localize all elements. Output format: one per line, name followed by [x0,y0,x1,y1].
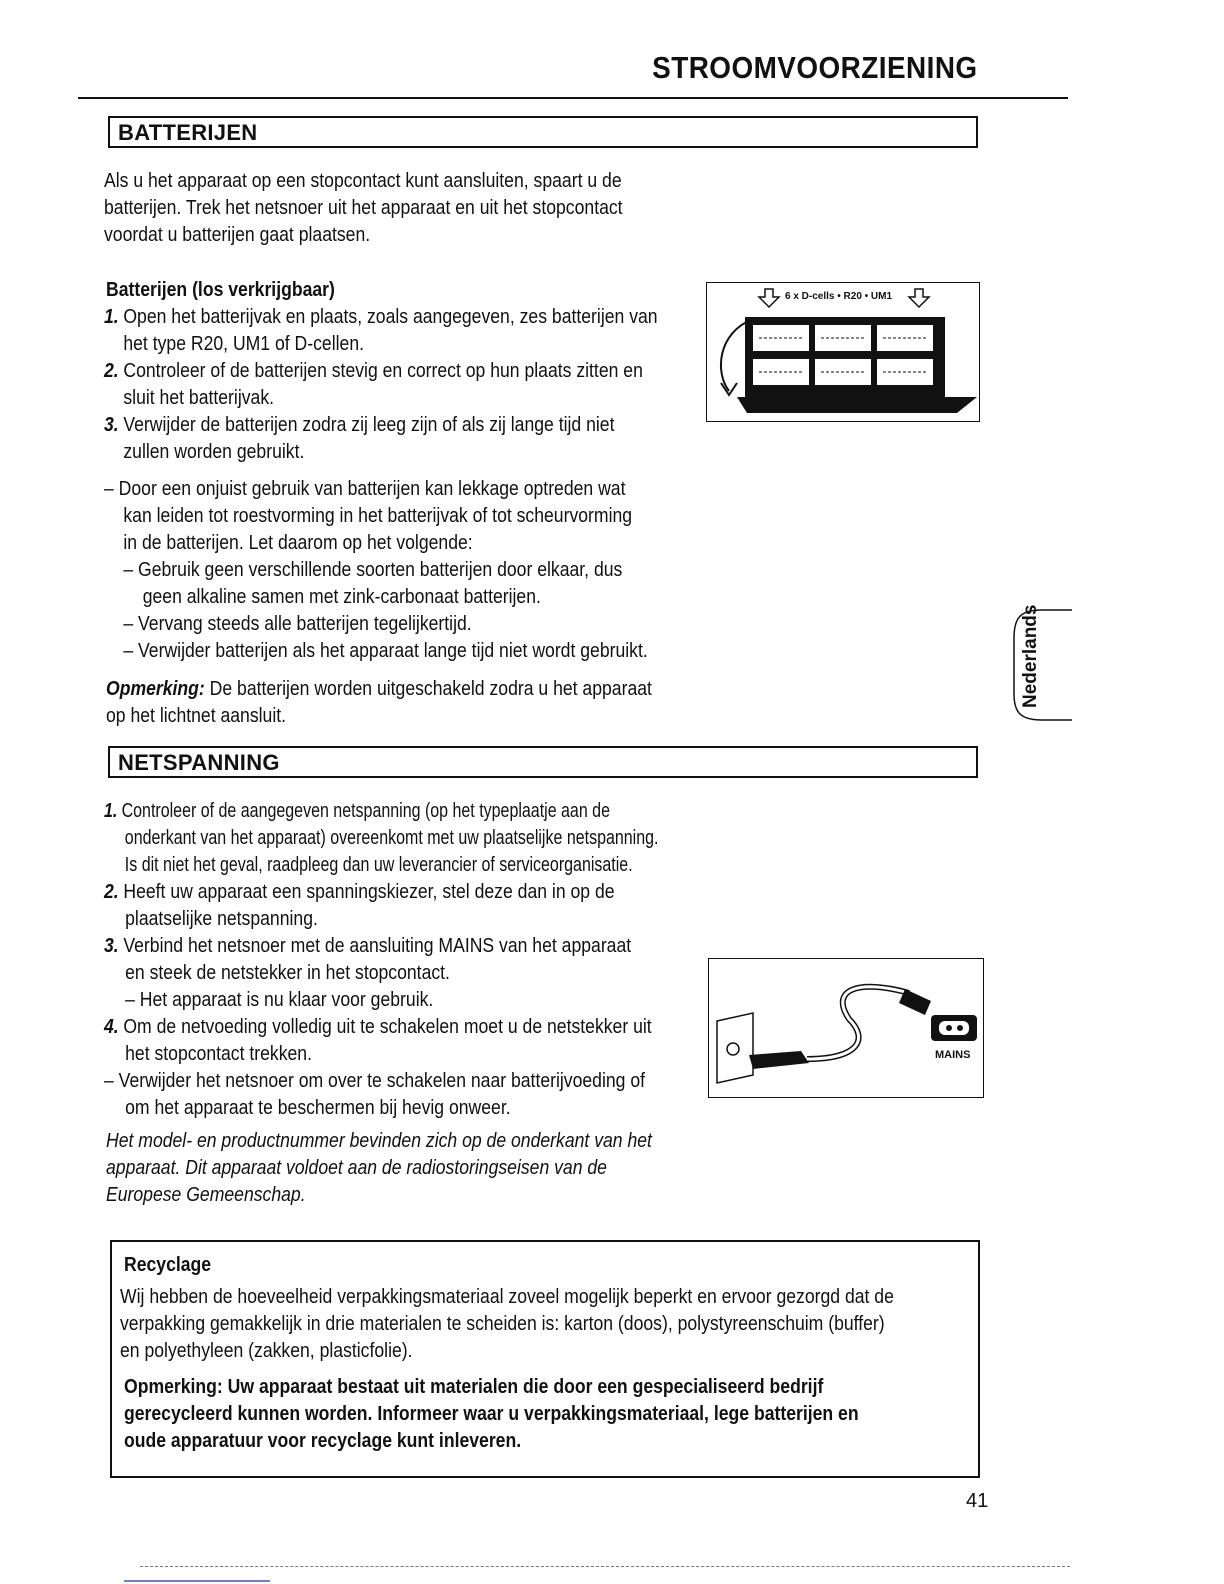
step-item [104,879,714,906]
batterijen-subheading: Batterijen (los verkrijgbaar) [106,279,335,301]
batterijen-steps [104,304,658,466]
language-tab-label: Nederlands [1020,604,1041,708]
section-heading-netspanning [108,746,978,778]
step-item [104,412,658,439]
step-text: sluit het batterijvak. [123,387,275,409]
mains-cable-drawing [709,959,985,1099]
intro-line: batterijen. Trek het netsnoer uit het apparaat en uit het stopcontact [104,197,623,219]
recycle-body-line: en polyethyleen (zakken, plasticfolie). [120,1340,413,1362]
page-title: STROOMVOORZIENING [652,50,978,85]
batterijen-warning [104,476,648,665]
sub-warning-line: – Gebruik geen verschillende soorten batterijen door elkaar, dus [123,559,623,581]
battery-figure-label: 6 x D-cells • R20 • UM1 [785,291,893,302]
step-text: Verwijder de batterijen zodra zij leeg zijn of als zij lange tijd niet [123,414,615,436]
step-number: 2. [104,881,119,903]
battery-compartment-figure [706,282,980,422]
recycle-body [120,1284,894,1365]
page-number: 41 [966,1490,989,1512]
note-line: Het model- en productnummer bevinden zich op de onderkant van het [106,1130,652,1152]
step-text: zullen worden gebruikt. [123,441,305,463]
step-text: en steek de netstekker in het stopcontact. [125,962,450,984]
section-heading-label: NETSPANNING [118,750,280,775]
mains-label: MAINS [935,1049,971,1061]
mains-connection-figure [708,958,984,1098]
step-text: Heeft uw apparaat een spanningskiezer, stel deze dan in op de [123,881,615,903]
section-heading-label: BATTERIJEN [118,120,258,145]
step-item [104,1014,714,1041]
warning-line: kan leiden tot roestvorming in het batterijvak of tot scheurvorming [123,505,633,527]
step-text: – Het apparaat is nu klaar voor gebruik. [125,989,434,1011]
step-text: het type R20, UM1 of D-cellen. [123,333,365,355]
step-text: Is dit niet het geval, raadpleeg dan uw leverancier of serviceorganisatie. [124,854,633,876]
section-heading-batterijen [108,116,978,148]
recycle-body-line: Wij hebben de hoeveelheid verpakkingsmateriaal zoveel mogelijk beperkt en ervoor gezorgd dat de [120,1286,894,1308]
recycle-note-line: gerecycleerd kunnen worden. Informeer waar u verpakkingsmateriaal, lege batterijen en [124,1403,859,1425]
step-item [104,798,658,825]
step-item [104,358,658,385]
sub-warning-line: – Verwijder batterijen als het apparaat lange tijd niet wordt gebruikt. [123,640,648,662]
step-text: Controleer of de aangegeven netspanning (op het typeplaatje aan de [121,800,610,822]
sub-warning-line: geen alkaline samen met zink-carbonaat batterijen. [142,586,541,608]
intro-line: voordat u batterijen gaat plaatsen. [104,224,371,246]
step-text: Om de netvoeding volledig uit te schakelen moet u de netstekker uit [123,1016,652,1038]
recycle-body-line: verpakking gemakkelijk in drie materialen te scheiden is: karton (doos), polystyreenschuim (buffer) [120,1313,885,1335]
batterijen-note [106,676,652,730]
step-number: 1. [104,306,119,328]
step-text: het stopcontact trekken. [125,1043,312,1065]
step-text: Controleer of de batterijen stevig en correct op hun plaats zitten en [123,360,643,382]
recycle-bold-note [124,1374,859,1455]
batterijen-intro [104,168,623,249]
note-text: op het lichtnet aansluit. [106,705,287,727]
step-text: Verbind het netsnoer met de aansluiting MAINS van het apparaat [123,935,632,957]
step-item [104,304,658,331]
note-label: Opmerking: [106,678,205,700]
note-line: Europese Gemeenschap. [106,1184,306,1206]
recycle-note-line: Opmerking: Uw apparaat bestaat uit materialen die door een gespecialiseerd bedrijf [124,1376,824,1398]
note-text: De batterijen worden uitgeschakeld zodra u het apparaat [204,678,652,700]
step-text: plaatselijke netspanning. [125,908,318,930]
recycle-box [110,1240,980,1478]
language-tab [1012,604,1070,720]
sub-warning-line: – Vervang steeds alle batterijen tegelijkertijd. [123,613,472,635]
recycle-note-line: oude apparatuur voor recyclage kunt inleveren. [124,1430,522,1452]
step-number: 4. [104,1016,119,1038]
dash-line: – Verwijder het netsnoer om over te schakelen naar batterijvoeding of [104,1070,646,1092]
recycle-title: Recyclage [124,1254,212,1276]
step-number: 3. [104,935,119,957]
step-item [104,933,714,960]
model-number-note [106,1128,652,1209]
step-text: onderkant van het apparaat) overeenkomt met uw plaatselijke netspanning. [124,827,659,849]
header-rule [78,97,1068,99]
warning-line: in de batterijen. Let daarom op het volgende: [123,532,473,554]
intro-line: Als u het apparaat op een stopcontact kunt aansluiten, spaart u de [104,170,622,192]
step-number: 1. [104,800,118,822]
note-line: apparaat. Dit apparaat voldoet aan de radiostoringseisen van de [106,1157,607,1179]
netspanning-steps [104,798,797,1122]
dash-line: om het apparaat te beschermen bij hevig onweer. [125,1097,511,1119]
bottom-scan-line [140,1566,1070,1567]
step-number: 2. [104,360,119,382]
battery-compartment-drawing [707,283,981,423]
bottom-blue-line [124,1580,270,1582]
warning-line: – Door een onjuist gebruik van batterijen kan lekkage optreden wat [104,478,626,500]
step-text: Open het batterijvak en plaats, zoals aangegeven, zes batterijen van [123,306,658,328]
step-number: 3. [104,414,119,436]
